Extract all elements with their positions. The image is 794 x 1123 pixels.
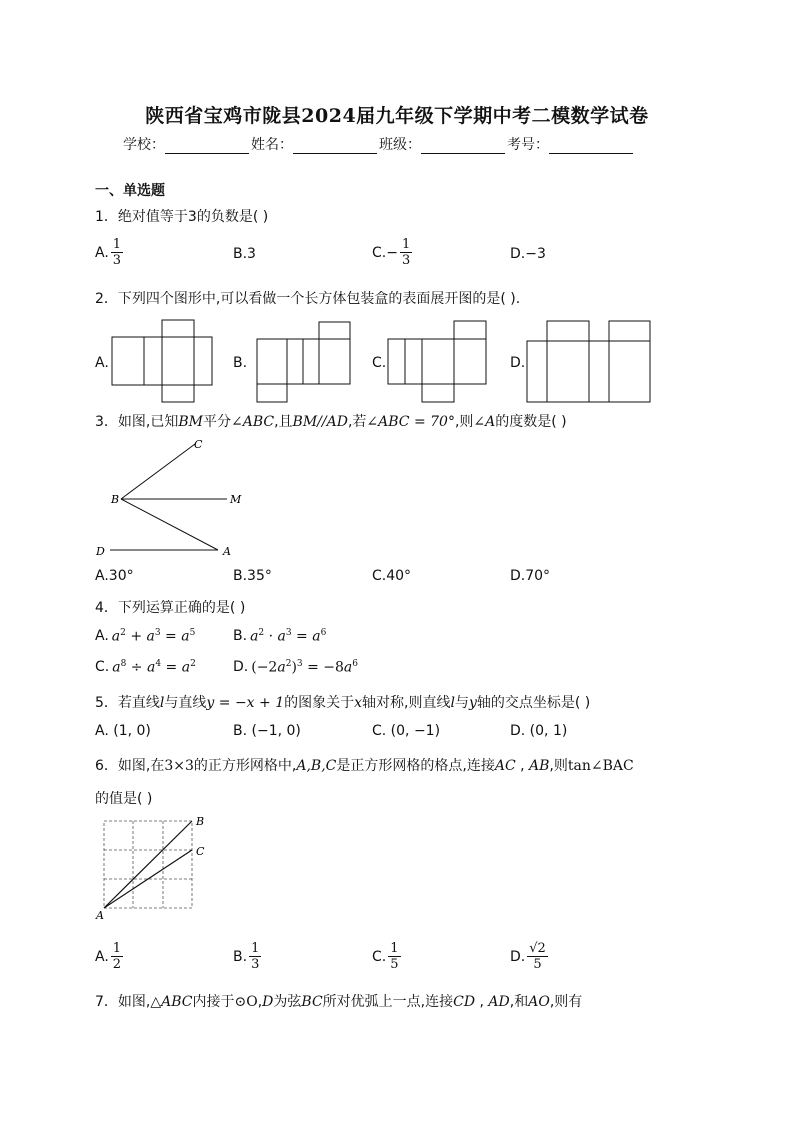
question-1-option-a[interactable] <box>95 237 123 268</box>
expression: $a^8 \div a^4 = a^2$ <box>112 659 196 676</box>
question-3-option-a[interactable]: A.30° <box>95 568 134 584</box>
question-3-option-c[interactable]: C.40° <box>372 568 412 584</box>
point-label-b: B <box>111 493 120 506</box>
question-6-option-d[interactable] <box>510 941 548 972</box>
grid-label-c: C <box>196 845 205 858</box>
class-field[interactable] <box>421 139 505 154</box>
question-2-option-b[interactable]: B. <box>233 355 248 371</box>
question-4-option-b[interactable] <box>233 628 326 645</box>
question-5-stem: 5．若直线l与直线y = −x + 1的图象关于x轴对称,则直线l与y轴的交点坐标是( ) <box>95 695 591 711</box>
question-2-option-a[interactable]: A. <box>95 355 109 371</box>
question-5-option-d[interactable]: D. (0, 1) <box>510 723 568 739</box>
class-label: 班级： <box>379 137 421 153</box>
question-3-option-b[interactable]: B.35° <box>233 568 272 584</box>
option-label: C.− <box>372 244 398 261</box>
section-heading: 一、单选题 <box>95 183 165 199</box>
option-label: C. <box>372 948 387 965</box>
net-figure-d <box>525 318 653 405</box>
option-label: A. <box>95 948 109 965</box>
name-label: 姓名： <box>251 137 293 153</box>
question-4-option-c[interactable] <box>95 659 196 676</box>
name-field[interactable] <box>293 139 377 154</box>
question-6-option-a[interactable] <box>95 941 123 972</box>
question-1-stem: 1．绝对值等于3的负数是( ) <box>95 209 269 225</box>
grid-label-a: A <box>96 909 104 921</box>
option-label: D. <box>233 659 249 676</box>
exam-number-label: 考号： <box>507 137 549 153</box>
question-3-option-d[interactable]: D.70° <box>510 568 551 584</box>
option-label: B. <box>233 628 248 645</box>
question-6-option-c[interactable] <box>372 941 401 972</box>
net-figure-b <box>254 318 354 405</box>
fraction: $\frac{1}{3}$ <box>251 941 260 972</box>
fraction: $\frac{√2}{5}$ <box>529 941 546 972</box>
school-label: 学校： <box>123 137 165 153</box>
question-1-option-c[interactable] <box>372 237 412 268</box>
expression: $a^2 \cdot a^3 = a^6$ <box>250 628 327 645</box>
question-2-stem: 2．下列四个图形中,可以看做一个长方体包装盒的表面展开图的是( ). <box>95 291 521 307</box>
question-6-stem: 6．如图,在3×3的正方形网格中,A,B,C是正方形网格的格点,连接AC , AB,则tan∠BAC <box>95 758 634 774</box>
school-field[interactable] <box>165 139 249 154</box>
option-label: D. <box>510 948 526 965</box>
question-4-option-a[interactable] <box>95 628 195 645</box>
question-7-stem: 7．如图,△ABC内接于⊙O,D为弦BC所对优弧上一点,连接CD , AD,和AO,则有 <box>95 994 583 1010</box>
question-4-option-d[interactable] <box>233 659 358 676</box>
question-2-option-d[interactable]: D. <box>510 355 526 371</box>
question-6-stem-line-2: 的值是( ) <box>95 791 153 807</box>
question-5-option-a[interactable]: A. (1, 0) <box>95 723 151 739</box>
student-info-row <box>123 134 635 154</box>
fraction: $\frac{1}{2}$ <box>112 941 122 972</box>
option-label: A. <box>95 628 109 645</box>
point-label-a: A <box>223 545 231 558</box>
angle-figure <box>92 434 252 562</box>
grid-figure <box>92 815 216 921</box>
question-1-option-b[interactable]: B.3 <box>233 246 256 262</box>
net-figure-c <box>386 318 490 405</box>
net-figure-a <box>110 318 214 405</box>
question-4-stem: 4．下列运算正确的是( ) <box>95 600 246 616</box>
fraction: $\frac{1}{5}$ <box>390 941 399 972</box>
fraction: $\frac{1}{3}$ <box>112 237 122 268</box>
question-3-stem: 3．如图,已知BM平分∠ABC,且BM//AD,若∠ABC = 70°,则∠A的度数是( ) <box>95 414 567 430</box>
paper-title: 陕西省宝鸡市陇县2024届九年级下学期中考二模数学试卷 <box>145 105 649 127</box>
question-5-option-b[interactable]: B. (−1, 0) <box>233 723 301 739</box>
option-label: A. <box>95 244 109 261</box>
expression: $a^2 + a^3 = a^5$ <box>111 628 196 645</box>
fraction: $\frac{1}{3}$ <box>401 237 411 268</box>
question-5-option-c[interactable]: C. (0, −1) <box>372 723 441 739</box>
expression: $(-2a^2)^3 = -8a^6$ <box>251 659 359 676</box>
point-label-m: M <box>230 493 242 506</box>
option-label: C. <box>95 659 110 676</box>
question-1-option-d[interactable]: D.−3 <box>510 246 546 262</box>
grid-label-b: B <box>196 815 205 828</box>
point-label-d: D <box>96 545 105 558</box>
option-label: B. <box>233 948 248 965</box>
exam-number-field[interactable] <box>549 139 633 154</box>
point-label-c: C <box>194 438 203 451</box>
question-2-option-c[interactable]: C. <box>372 355 387 371</box>
question-6-option-b[interactable] <box>233 941 261 972</box>
